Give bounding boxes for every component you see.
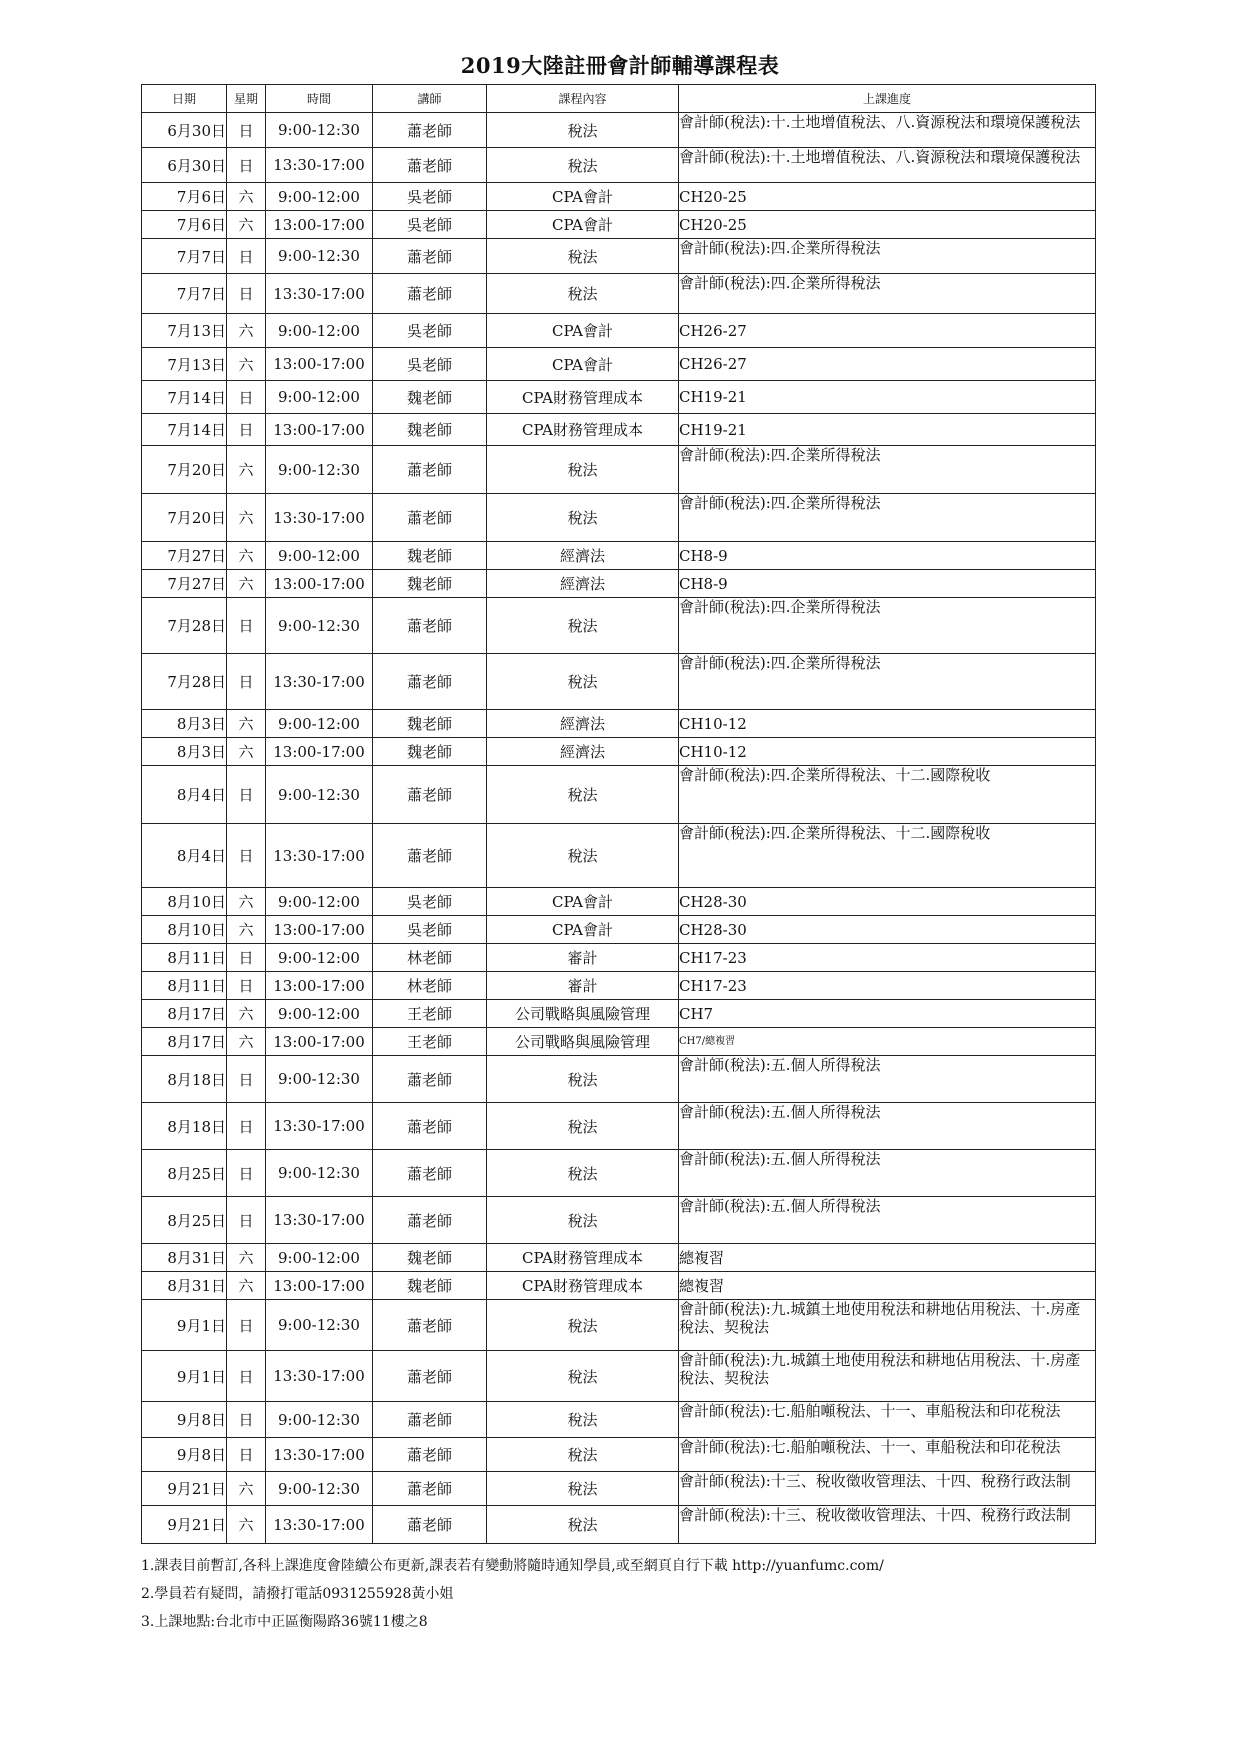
weekday-cell: 六	[227, 348, 266, 381]
notes	[141, 1552, 1141, 1636]
progress-cell: 會計師(稅法):五.個人所得稅法	[679, 1150, 1096, 1197]
weekday-cell: 日	[227, 1351, 266, 1402]
teacher-cell: 蕭老師	[373, 113, 487, 148]
progress-cell: 會計師(稅法):四.企業所得稅法	[679, 654, 1096, 710]
date-cell: 8月18日	[142, 1056, 227, 1103]
progress-cell: 會計師(稅法):五.個人所得稅法	[679, 1197, 1096, 1244]
teacher-cell: 蕭老師	[373, 1103, 487, 1150]
table-row	[142, 1000, 1096, 1028]
subject-cell: CPA會計	[487, 314, 679, 348]
teacher-cell: 蕭老師	[373, 1472, 487, 1506]
teacher-cell: 魏老師	[373, 710, 487, 738]
time-cell: 9:00-12:30	[266, 766, 373, 824]
teacher-cell: 魏老師	[373, 414, 487, 446]
progress-cell: 會計師(稅法):四.企業所得稅法、十二.國際稅收	[679, 766, 1096, 824]
teacher-cell: 王老師	[373, 1000, 487, 1028]
date-cell: 8月4日	[142, 824, 227, 888]
date-cell: 8月31日	[142, 1244, 227, 1272]
time-cell: 13:00-17:00	[266, 211, 373, 239]
teacher-cell: 吳老師	[373, 314, 487, 348]
time-cell: 9:00-12:00	[266, 314, 373, 348]
time-cell: 9:00-12:00	[266, 944, 373, 972]
weekday-cell: 六	[227, 1000, 266, 1028]
table-body	[142, 113, 1096, 1544]
progress-cell: CH26-27	[679, 348, 1096, 381]
note-item: 3.上課地點:台北市中正區衡陽路36號11樓之8	[141, 1614, 428, 1630]
progress-cell: 會計師(稅法):九.城鎮土地使用稅法和耕地佔用稅法、十.房產稅法、契稅法	[679, 1300, 1096, 1351]
table-row	[142, 1402, 1096, 1438]
weekday-cell: 日	[227, 1150, 266, 1197]
time-cell: 13:00-17:00	[266, 348, 373, 381]
progress-cell: 會計師(稅法):四.企業所得稅法	[679, 446, 1096, 494]
weekday-cell: 六	[227, 1272, 266, 1300]
time-cell: 9:00-12:00	[266, 1244, 373, 1272]
table-row	[142, 916, 1096, 944]
progress-cell: CH17-23	[679, 972, 1096, 1000]
subject-cell: 經濟法	[487, 570, 679, 598]
date-cell: 8月18日	[142, 1103, 227, 1150]
subject-cell: 稅法	[487, 1103, 679, 1150]
teacher-cell: 蕭老師	[373, 824, 487, 888]
table-row	[142, 654, 1096, 710]
subject-cell: 稅法	[487, 1472, 679, 1506]
teacher-cell: 蕭老師	[373, 148, 487, 183]
date-cell: 7月28日	[142, 598, 227, 654]
table-row	[142, 542, 1096, 570]
table-row	[142, 1506, 1096, 1544]
subject-cell: 公司戰略與風險管理	[487, 1000, 679, 1028]
weekday-cell: 日	[227, 766, 266, 824]
subject-cell: 審計	[487, 972, 679, 1000]
subject-cell: CPA財務管理成本	[487, 381, 679, 414]
subject-cell: CPA會計	[487, 348, 679, 381]
note-item: 1.課表目前暫訂,各科上課進度會陸續公布更新,課表若有變動將隨時通知學員,或至網頁自行下載 http://yuanfumc.com/	[141, 1558, 884, 1574]
subject-cell: CPA會計	[487, 211, 679, 239]
table-row	[142, 1472, 1096, 1506]
weekday-cell: 六	[227, 1028, 266, 1056]
weekday-cell: 六	[227, 888, 266, 916]
time-cell: 9:00-12:30	[266, 1056, 373, 1103]
progress-cell: 會計師(稅法):十三、稅收徵收管理法、十四、稅務行政法制	[679, 1506, 1096, 1544]
table-row	[142, 446, 1096, 494]
subject-cell: 經濟法	[487, 738, 679, 766]
table-header-row	[142, 85, 1096, 113]
table-row	[142, 113, 1096, 148]
table-row	[142, 972, 1096, 1000]
date-cell: 8月17日	[142, 1000, 227, 1028]
table-row	[142, 1028, 1096, 1056]
progress-cell: 會計師(稅法):九.城鎮土地使用稅法和耕地佔用稅法、十.房產稅法、契稅法	[679, 1351, 1096, 1402]
time-cell: 13:30-17:00	[266, 824, 373, 888]
subject-cell: 稅法	[487, 1056, 679, 1103]
weekday-cell: 六	[227, 1506, 266, 1544]
weekday-cell: 六	[227, 211, 266, 239]
date-cell: 7月20日	[142, 494, 227, 542]
time-cell: 13:30-17:00	[266, 1197, 373, 1244]
subject-cell: 稅法	[487, 766, 679, 824]
time-cell: 9:00-12:30	[266, 446, 373, 494]
subject-cell: 稅法	[487, 824, 679, 888]
date-cell: 8月10日	[142, 888, 227, 916]
date-cell: 8月11日	[142, 944, 227, 972]
teacher-cell: 吳老師	[373, 183, 487, 211]
subject-cell: 稅法	[487, 598, 679, 654]
time-cell: 13:00-17:00	[266, 1028, 373, 1056]
subject-cell: 稅法	[487, 1300, 679, 1351]
progress-cell: 會計師(稅法):四.企業所得稅法、十二.國際稅收	[679, 824, 1096, 888]
weekday-cell: 日	[227, 274, 266, 314]
header-weekday: 星期	[227, 85, 266, 113]
progress-cell: 會計師(稅法):五.個人所得稅法	[679, 1056, 1096, 1103]
subject-cell: 稅法	[487, 1197, 679, 1244]
date-cell: 7月20日	[142, 446, 227, 494]
date-cell: 9月21日	[142, 1506, 227, 1544]
subject-cell: 經濟法	[487, 542, 679, 570]
subject-cell: 經濟法	[487, 710, 679, 738]
progress-cell: 會計師(稅法):四.企業所得稅法	[679, 598, 1096, 654]
teacher-cell: 蕭老師	[373, 1197, 487, 1244]
table-row	[142, 598, 1096, 654]
date-cell: 7月7日	[142, 239, 227, 274]
time-cell: 9:00-12:30	[266, 1150, 373, 1197]
date-cell: 7月27日	[142, 570, 227, 598]
table-row	[142, 1056, 1096, 1103]
teacher-cell: 吳老師	[373, 348, 487, 381]
date-cell: 9月8日	[142, 1438, 227, 1472]
subject-cell: 稅法	[487, 1150, 679, 1197]
table-row	[142, 738, 1096, 766]
progress-cell: 總複習	[679, 1244, 1096, 1272]
subject-cell: 稅法	[487, 446, 679, 494]
time-cell: 13:00-17:00	[266, 1272, 373, 1300]
table-row	[142, 494, 1096, 542]
date-cell: 6月30日	[142, 113, 227, 148]
time-cell: 13:30-17:00	[266, 1103, 373, 1150]
time-cell: 9:00-12:30	[266, 239, 373, 274]
teacher-cell: 吳老師	[373, 888, 487, 916]
weekday-cell: 六	[227, 542, 266, 570]
subject-cell: CPA會計	[487, 916, 679, 944]
weekday-cell: 日	[227, 113, 266, 148]
date-cell: 9月1日	[142, 1300, 227, 1351]
teacher-cell: 蕭老師	[373, 1402, 487, 1438]
date-cell: 8月4日	[142, 766, 227, 824]
teacher-cell: 魏老師	[373, 570, 487, 598]
weekday-cell: 日	[227, 944, 266, 972]
weekday-cell: 日	[227, 1197, 266, 1244]
progress-cell: CH28-30	[679, 916, 1096, 944]
table-row	[142, 148, 1096, 183]
weekday-cell: 日	[227, 1402, 266, 1438]
progress-cell: 會計師(稅法):十.土地增值稅法、八.資源稅法和環境保護稅法	[679, 148, 1096, 183]
table-row	[142, 1197, 1096, 1244]
date-cell: 8月3日	[142, 710, 227, 738]
subject-cell: 審計	[487, 944, 679, 972]
weekday-cell: 六	[227, 916, 266, 944]
progress-cell: 會計師(稅法):七.船舶噸稅法、十一、車船稅法和印花稅法	[679, 1402, 1096, 1438]
time-cell: 13:00-17:00	[266, 570, 373, 598]
teacher-cell: 蕭老師	[373, 239, 487, 274]
weekday-cell: 六	[227, 494, 266, 542]
note-item: 2.學員若有疑問，請撥打電話0931255928黃小姐	[141, 1586, 454, 1602]
progress-cell: CH26-27	[679, 314, 1096, 348]
teacher-cell: 蕭老師	[373, 1351, 487, 1402]
date-cell: 7月7日	[142, 274, 227, 314]
subject-cell: CPA會計	[487, 888, 679, 916]
weekday-cell: 六	[227, 446, 266, 494]
table-row	[142, 710, 1096, 738]
teacher-cell: 蕭老師	[373, 1056, 487, 1103]
progress-cell: 會計師(稅法):四.企業所得稅法	[679, 494, 1096, 542]
time-cell: 9:00-12:00	[266, 542, 373, 570]
date-cell: 7月14日	[142, 381, 227, 414]
date-cell: 8月3日	[142, 738, 227, 766]
subject-cell: 稅法	[487, 494, 679, 542]
time-cell: 9:00-12:00	[266, 710, 373, 738]
subject-cell: CPA會計	[487, 183, 679, 211]
table-row	[142, 1438, 1096, 1472]
time-cell: 9:00-12:00	[266, 183, 373, 211]
date-cell: 7月6日	[142, 183, 227, 211]
header-date: 日期	[142, 85, 227, 113]
table-row	[142, 381, 1096, 414]
page-title: 2019大陸註冊會計師輔導課程表	[460, 53, 780, 78]
time-cell: 9:00-12:00	[266, 381, 373, 414]
teacher-cell: 魏老師	[373, 542, 487, 570]
time-cell: 13:30-17:00	[266, 494, 373, 542]
time-cell: 13:00-17:00	[266, 972, 373, 1000]
date-cell: 8月10日	[142, 916, 227, 944]
table-row	[142, 183, 1096, 211]
teacher-cell: 蕭老師	[373, 1300, 487, 1351]
teacher-cell: 林老師	[373, 944, 487, 972]
weekday-cell: 日	[227, 824, 266, 888]
date-cell: 7月28日	[142, 654, 227, 710]
progress-cell: 會計師(稅法):十三、稅收徵收管理法、十四、稅務行政法制	[679, 1472, 1096, 1506]
weekday-cell: 六	[227, 710, 266, 738]
table-row	[142, 1150, 1096, 1197]
time-cell: 13:30-17:00	[266, 654, 373, 710]
date-cell: 7月27日	[142, 542, 227, 570]
table-row	[142, 570, 1096, 598]
time-cell: 13:30-17:00	[266, 1506, 373, 1544]
weekday-cell: 日	[227, 1438, 266, 1472]
time-cell: 13:00-17:00	[266, 738, 373, 766]
subject-cell: 稅法	[487, 1506, 679, 1544]
teacher-cell: 蕭老師	[373, 1438, 487, 1472]
teacher-cell: 蕭老師	[373, 494, 487, 542]
table-row	[142, 211, 1096, 239]
subject-cell: CPA財務管理成本	[487, 1244, 679, 1272]
teacher-cell: 魏老師	[373, 1244, 487, 1272]
table-row	[142, 1300, 1096, 1351]
course-schedule-table	[141, 84, 1096, 1544]
progress-cell: CH8-9	[679, 570, 1096, 598]
time-cell: 9:00-12:30	[266, 1300, 373, 1351]
progress-cell: CH7	[679, 1000, 1096, 1028]
weekday-cell: 日	[227, 414, 266, 446]
time-cell: 9:00-12:00	[266, 1000, 373, 1028]
progress-cell: CH17-23	[679, 944, 1096, 972]
teacher-cell: 魏老師	[373, 738, 487, 766]
subject-cell: 公司戰略與風險管理	[487, 1028, 679, 1056]
teacher-cell: 蕭老師	[373, 1506, 487, 1544]
date-cell: 8月25日	[142, 1150, 227, 1197]
date-cell: 9月8日	[142, 1402, 227, 1438]
weekday-cell: 六	[227, 1472, 266, 1506]
table-row	[142, 348, 1096, 381]
weekday-cell: 六	[227, 570, 266, 598]
date-cell: 8月17日	[142, 1028, 227, 1056]
weekday-cell: 六	[227, 314, 266, 348]
date-cell: 9月21日	[142, 1472, 227, 1506]
table-row	[142, 944, 1096, 972]
teacher-cell: 蕭老師	[373, 598, 487, 654]
time-cell: 13:00-17:00	[266, 916, 373, 944]
progress-cell: 會計師(稅法):十.土地增值稅法、八.資源稅法和環境保護稅法	[679, 113, 1096, 148]
subject-cell: 稅法	[487, 239, 679, 274]
progress-cell: 會計師(稅法):七.船舶噸稅法、十一、車船稅法和印花稅法	[679, 1438, 1096, 1472]
teacher-cell: 蕭老師	[373, 766, 487, 824]
teacher-cell: 蕭老師	[373, 1150, 487, 1197]
progress-cell: CH19-21	[679, 381, 1096, 414]
teacher-cell: 蕭老師	[373, 274, 487, 314]
progress-cell: CH20-25	[679, 183, 1096, 211]
subject-cell: 稅法	[487, 1438, 679, 1472]
weekday-cell: 日	[227, 598, 266, 654]
date-cell: 7月13日	[142, 348, 227, 381]
time-cell: 13:00-17:00	[266, 414, 373, 446]
table-row	[142, 824, 1096, 888]
time-cell: 9:00-12:30	[266, 598, 373, 654]
table-row	[142, 888, 1096, 916]
date-cell: 7月14日	[142, 414, 227, 446]
progress-cell: CH10-12	[679, 738, 1096, 766]
table-row	[142, 766, 1096, 824]
teacher-cell: 吳老師	[373, 916, 487, 944]
subject-cell: CPA財務管理成本	[487, 1272, 679, 1300]
header-teacher: 講師	[373, 85, 487, 113]
table-row	[142, 1244, 1096, 1272]
weekday-cell: 日	[227, 1300, 266, 1351]
time-cell: 9:00-12:30	[266, 1402, 373, 1438]
progress-cell: CH8-9	[679, 542, 1096, 570]
date-cell: 9月1日	[142, 1351, 227, 1402]
progress-cell: 會計師(稅法):四.企業所得稅法	[679, 274, 1096, 314]
time-cell: 13:30-17:00	[266, 1351, 373, 1402]
date-cell: 8月25日	[142, 1197, 227, 1244]
weekday-cell: 日	[227, 148, 266, 183]
weekday-cell: 日	[227, 972, 266, 1000]
header-progress: 上課進度	[679, 85, 1096, 113]
time-cell: 13:30-17:00	[266, 1438, 373, 1472]
weekday-cell: 日	[227, 381, 266, 414]
table-row	[142, 1351, 1096, 1402]
weekday-cell: 日	[227, 1056, 266, 1103]
progress-cell: CH28-30	[679, 888, 1096, 916]
time-cell: 9:00-12:00	[266, 888, 373, 916]
date-cell: 6月30日	[142, 148, 227, 183]
teacher-cell: 魏老師	[373, 381, 487, 414]
progress-cell: CH19-21	[679, 414, 1096, 446]
weekday-cell: 六	[227, 738, 266, 766]
teacher-cell: 吳老師	[373, 211, 487, 239]
weekday-cell: 六	[227, 183, 266, 211]
time-cell: 9:00-12:30	[266, 113, 373, 148]
teacher-cell: 蕭老師	[373, 654, 487, 710]
subject-cell: 稅法	[487, 1351, 679, 1402]
progress-cell: CH10-12	[679, 710, 1096, 738]
date-cell: 8月11日	[142, 972, 227, 1000]
header-time: 時間	[266, 85, 373, 113]
progress-cell: 總複習	[679, 1272, 1096, 1300]
weekday-cell: 日	[227, 1103, 266, 1150]
table-row	[142, 239, 1096, 274]
date-cell: 7月6日	[142, 211, 227, 239]
subject-cell: 稅法	[487, 1402, 679, 1438]
weekday-cell: 日	[227, 239, 266, 274]
teacher-cell: 蕭老師	[373, 446, 487, 494]
subject-cell: 稅法	[487, 148, 679, 183]
teacher-cell: 林老師	[373, 972, 487, 1000]
date-cell: 8月31日	[142, 1272, 227, 1300]
time-cell: 13:30-17:00	[266, 148, 373, 183]
subject-cell: CPA財務管理成本	[487, 414, 679, 446]
table-row	[142, 1103, 1096, 1150]
date-cell: 7月13日	[142, 314, 227, 348]
subject-cell: 稅法	[487, 113, 679, 148]
table-row	[142, 274, 1096, 314]
progress-cell: CH7/總複習	[679, 1028, 1096, 1056]
teacher-cell: 魏老師	[373, 1272, 487, 1300]
progress-cell: 會計師(稅法):四.企業所得稅法	[679, 239, 1096, 274]
teacher-cell: 王老師	[373, 1028, 487, 1056]
subject-cell: 稅法	[487, 654, 679, 710]
time-cell: 9:00-12:30	[266, 1472, 373, 1506]
weekday-cell: 六	[227, 1244, 266, 1272]
time-cell: 13:30-17:00	[266, 274, 373, 314]
weekday-cell: 日	[227, 654, 266, 710]
table-row	[142, 414, 1096, 446]
subject-cell: 稅法	[487, 274, 679, 314]
table-row	[142, 1272, 1096, 1300]
table-row	[142, 314, 1096, 348]
progress-cell: CH20-25	[679, 211, 1096, 239]
progress-cell: 會計師(稅法):五.個人所得稅法	[679, 1103, 1096, 1150]
header-subject: 課程內容	[487, 85, 679, 113]
